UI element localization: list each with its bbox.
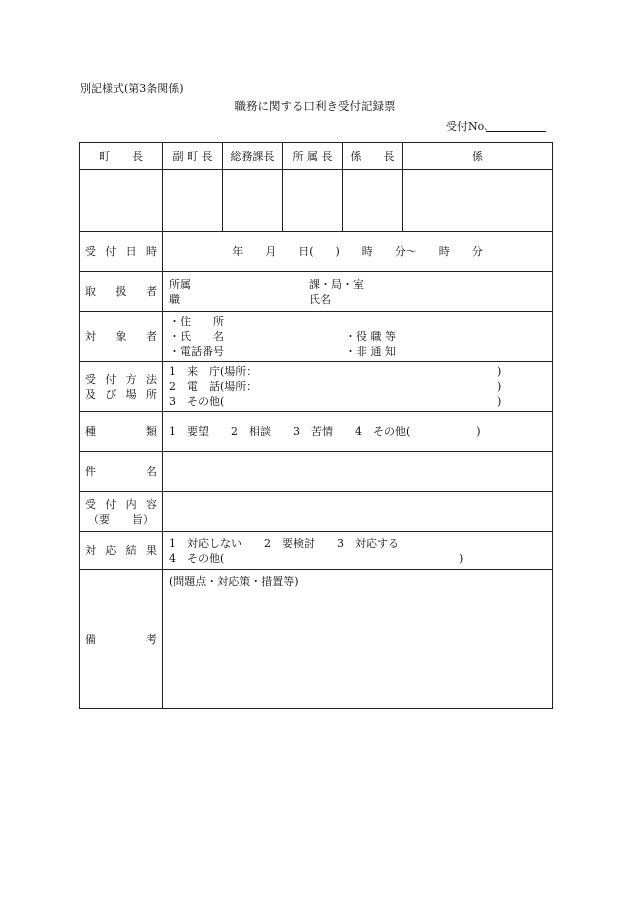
handler-label: 取扱者 [80, 272, 163, 312]
type-options: 1 要望 2 相談 3 苦情 4 その他( ) [169, 425, 481, 438]
content-row [80, 492, 553, 532]
remarks-label: 備考 [80, 570, 163, 709]
target-name: ・氏 名 [169, 330, 224, 343]
handler-position: 職 [169, 292, 180, 306]
type-field[interactable] [163, 412, 553, 452]
receipt-number-field[interactable] [486, 131, 546, 132]
method-label-line2: 及び場所 [85, 387, 157, 401]
handler-name: 氏名 [309, 292, 331, 306]
stamp-box-section-chief[interactable] [343, 170, 403, 232]
header-staff: 係 [403, 143, 553, 170]
approval-header-row [80, 143, 553, 170]
result-option-other-close: ) [459, 551, 464, 565]
method-option-other: 3 その他( [169, 395, 225, 408]
content-label-line2: （要 旨） [88, 512, 154, 526]
datetime-row [80, 232, 553, 272]
subject-row [80, 452, 553, 492]
subject-label: 件名 [80, 452, 163, 492]
target-address: ・住 所 [169, 315, 224, 328]
method-option-phone-close: ) [497, 380, 502, 393]
remarks-row [80, 570, 553, 709]
record-form-table [79, 142, 553, 709]
content-field[interactable] [163, 492, 553, 532]
result-options: 1 対応しない 2 要検討 3 対応する [169, 536, 399, 550]
method-label [80, 362, 163, 412]
approval-stamp-row [80, 170, 553, 232]
result-row [80, 532, 553, 570]
type-label: 種類 [80, 412, 163, 452]
datetime-template: 年 月 日( ) 時 分〜 時 分 [232, 245, 483, 258]
header-general-affairs-chief: 総務課長 [223, 143, 283, 170]
result-field[interactable] [163, 532, 553, 570]
method-field[interactable] [163, 362, 553, 412]
stamp-box-department-head[interactable] [283, 170, 343, 232]
target-field[interactable] [163, 312, 553, 362]
header-section-chief: 係 長 [343, 143, 403, 170]
target-label: 対象者 [80, 312, 163, 362]
method-option-visit-close: ) [497, 365, 502, 378]
method-option-visit: 1 来 庁(場所： [169, 365, 258, 378]
result-label: 対応結果 [80, 532, 163, 570]
target-notice: ・非 通 知 [345, 345, 396, 358]
stamp-box-staff[interactable] [403, 170, 553, 232]
form-label: 別記様式(第3条関係) [80, 82, 184, 95]
method-row [80, 362, 553, 412]
datetime-label: 受付日時 [80, 232, 163, 272]
datetime-field[interactable] [163, 232, 553, 272]
header-deputy-mayor: 副 町 長 [163, 143, 223, 170]
handler-row [80, 272, 553, 312]
receipt-number-label: 受付No. [446, 120, 488, 133]
stamp-box-mayor[interactable] [80, 170, 163, 232]
remarks-note: (問題点・対応策・措置等) [169, 575, 299, 588]
header-mayor: 町 長 [80, 143, 163, 170]
header-department-head: 所 属 長 [283, 143, 343, 170]
handler-field[interactable] [163, 272, 553, 312]
result-option-other: 4 その他( [169, 551, 225, 565]
target-phone: ・電話番号 [169, 345, 224, 358]
content-label [80, 492, 163, 532]
stamp-box-general-affairs-chief[interactable] [223, 170, 283, 232]
handler-affiliation: 所属 [169, 277, 191, 291]
target-role: ・役 職 等 [345, 330, 396, 343]
content-label-line1: 受付内容 [85, 497, 157, 511]
subject-field[interactable] [163, 452, 553, 492]
document-title: 職務に関する口利き受付記録票 [234, 99, 396, 113]
stamp-box-deputy-mayor[interactable] [163, 170, 223, 232]
handler-dept: 課・局・室 [309, 277, 364, 291]
method-option-other-close: ) [497, 395, 502, 408]
method-label-line1: 受付方法 [85, 372, 157, 386]
remarks-field[interactable] [163, 570, 553, 709]
type-row [80, 412, 553, 452]
method-option-phone: 2 電 話(場所： [169, 380, 258, 393]
target-row [80, 312, 553, 362]
